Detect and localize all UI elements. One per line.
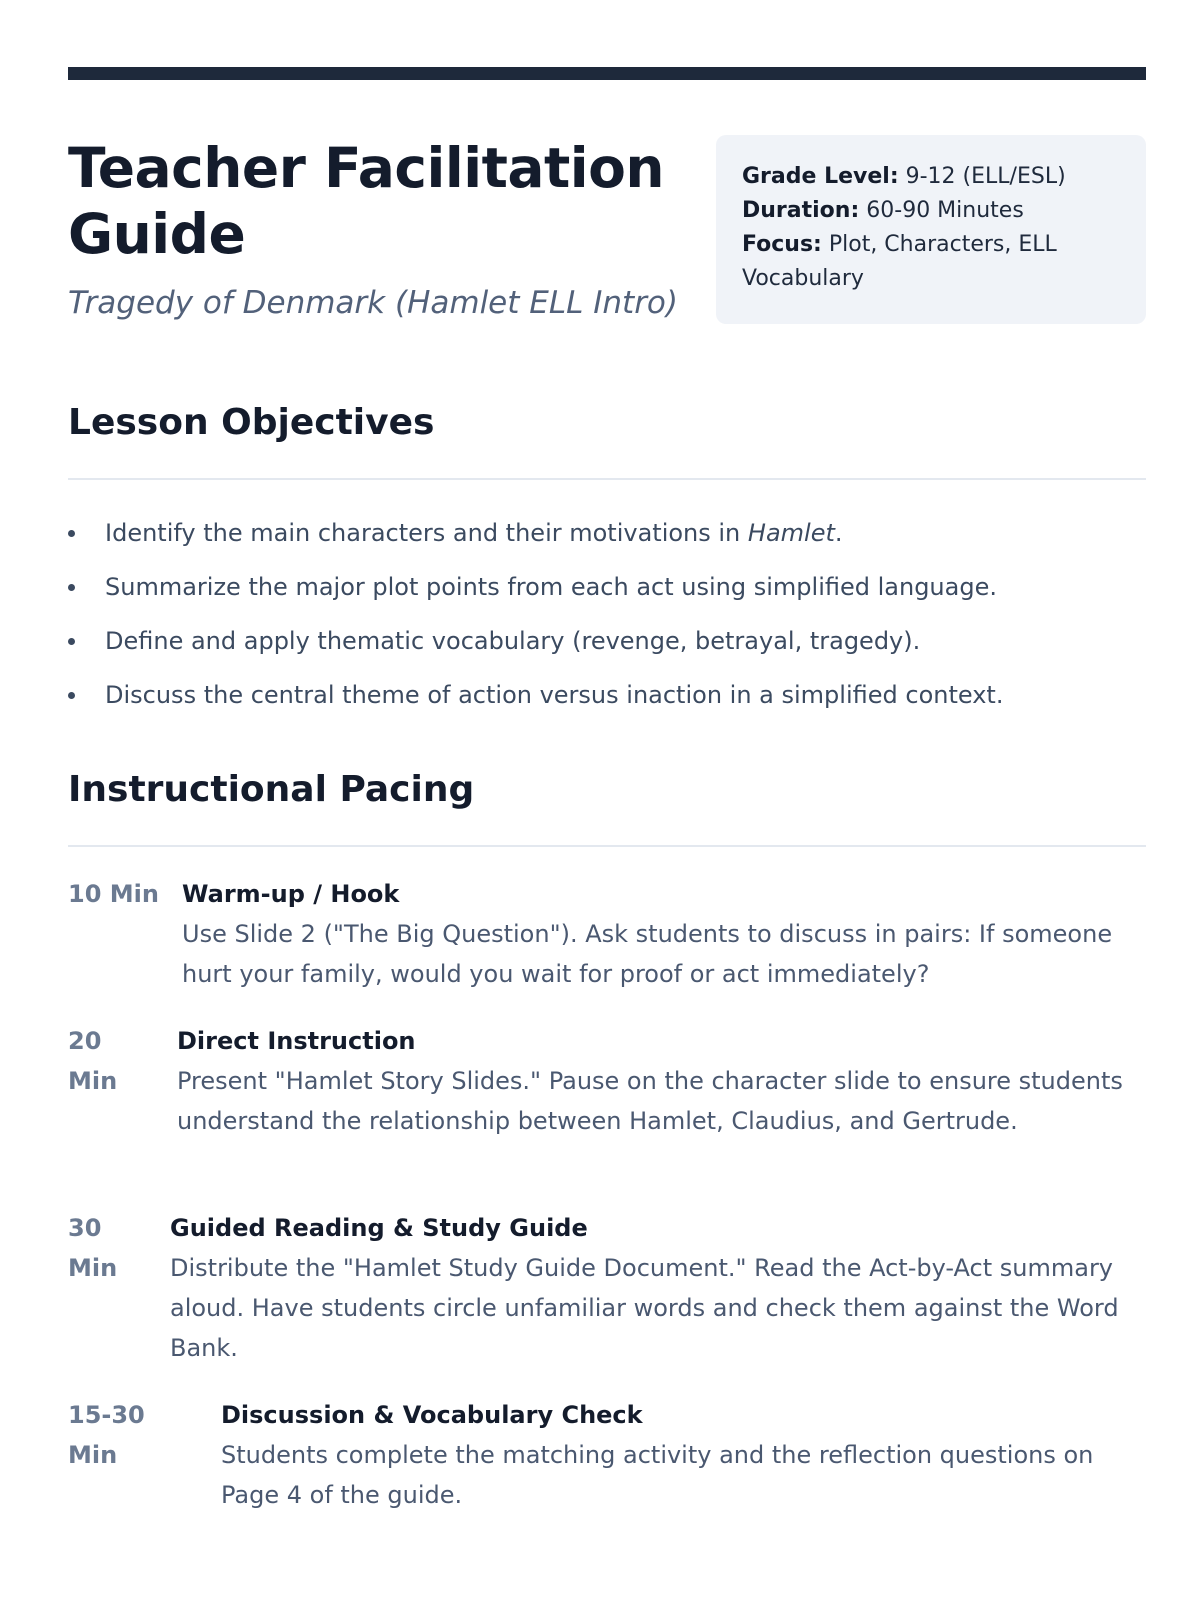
- meta-duration: [742, 194, 1120, 228]
- objectives-heading: Lesson Objectives: [68, 402, 435, 443]
- pacing-step: [68, 1395, 1146, 1515]
- meta-focus-value: Plot, Characters, ELL Vocabulary: [742, 232, 1057, 291]
- objective-item: [68, 614, 1146, 668]
- bullet-icon: [68, 584, 75, 591]
- pacing-step-body: [170, 1208, 1146, 1368]
- objective-emphasis: Hamlet: [747, 519, 835, 547]
- pacing-step-description: Present "Hamlet Story Slides." Pause on the character slide to ensure students understand the relationship between Hamlet, Claudius, and Gertrude.: [177, 1067, 1123, 1135]
- pacing-step: [68, 1021, 1146, 1181]
- pacing-time: 30 Min: [68, 1214, 118, 1282]
- meta-duration-label: Duration:: [742, 198, 860, 223]
- objective-item: [68, 560, 1146, 614]
- document-header: [68, 135, 1146, 335]
- objective-text: Define and apply thematic vocabulary (revenge, betrayal, tragedy).: [105, 627, 921, 655]
- pacing-time: 10 Min: [68, 880, 159, 908]
- pacing-step-body: [182, 874, 1146, 994]
- pacing-step-title: Warm-up / Hook: [182, 880, 400, 908]
- pacing-step: [68, 874, 1146, 988]
- bullet-icon: [68, 638, 75, 645]
- pacing-step-title: Discussion & Vocabulary Check: [221, 1401, 643, 1429]
- meta-focus: [742, 228, 1120, 296]
- objective-item: [68, 668, 1146, 722]
- meta-focus-label: Focus:: [742, 232, 822, 257]
- objective-item: [68, 506, 1146, 560]
- pacing-heading: Instructional Pacing: [68, 769, 475, 810]
- pacing-step-title: Direct Instruction: [177, 1027, 416, 1055]
- bullet-icon: [68, 530, 75, 537]
- pacing-step-description: Students complete the matching activity and the reflection questions on Page 4 of the guide.: [221, 1441, 1094, 1509]
- meta-grade-value: 9-12 (ELL/ESL): [905, 164, 1066, 189]
- objective-text: Discuss the central theme of action versus inaction in a simplified context.: [105, 681, 1004, 709]
- meta-duration-value: 60-90 Minutes: [866, 198, 1024, 223]
- pacing-step: [68, 1208, 1146, 1368]
- pacing-step-body: [221, 1395, 1146, 1515]
- pacing-divider: [68, 845, 1146, 847]
- pacing-step-title: Guided Reading & Study Guide: [170, 1214, 588, 1242]
- pacing-step-description: Use Slide 2 ("The Big Question"). Ask students to discuss in pairs: If someone hurt your family, would you wait for proof or act immediately?: [182, 920, 1113, 988]
- pacing-time: 20 Min: [68, 1027, 118, 1095]
- objective-text: Identify the main characters and their motivations in: [105, 519, 748, 547]
- header-accent-bar: [68, 67, 1146, 80]
- meta-grade-label: Grade Level:: [742, 164, 899, 189]
- pacing-time: 15-30 Min: [68, 1401, 145, 1469]
- pacing-step-body: [177, 1021, 1146, 1141]
- objectives-divider: [68, 478, 1146, 480]
- page-title: Teacher Facilitation Guide: [68, 136, 665, 266]
- objectives-list: [68, 506, 1146, 722]
- page-subtitle: Tragedy of Denmark (Hamlet ELL Intro): [68, 285, 678, 321]
- bullet-icon: [68, 692, 75, 699]
- pacing-step-description: Distribute the "Hamlet Study Guide Document." Read the Act-by-Act summary aloud. Have students circle unfamiliar words and check them against the Word Bank.: [170, 1254, 1119, 1362]
- lesson-meta-box: [716, 135, 1146, 324]
- meta-grade-level: [742, 160, 1120, 194]
- objective-text-end: .: [834, 519, 843, 547]
- objective-text: Summarize the major plot points from each act using simplified language.: [105, 573, 997, 601]
